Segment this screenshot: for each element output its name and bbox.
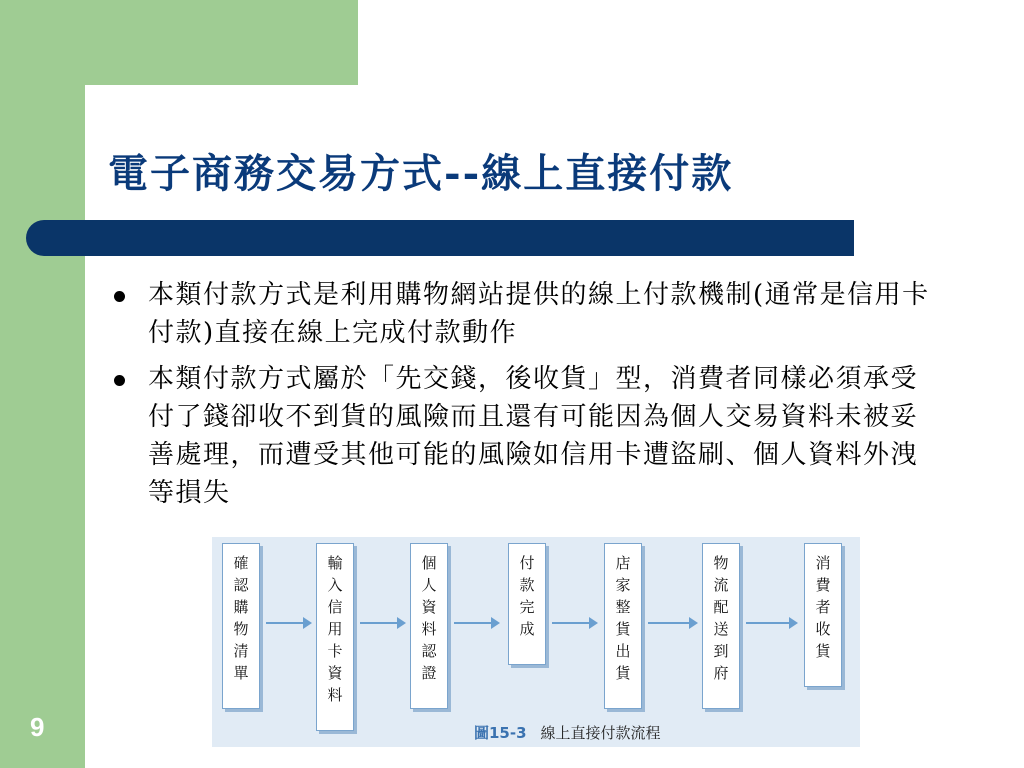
slide-page-number: 9	[30, 712, 45, 742]
step-char: 單	[233, 664, 249, 682]
step-char: 料	[327, 686, 343, 704]
step-char: 付	[519, 554, 535, 572]
step-char: 清	[233, 642, 249, 660]
flow-step-verify-data	[410, 543, 448, 709]
step-char: 物	[713, 554, 729, 572]
step-char: 流	[713, 576, 729, 594]
flow-step-logistics-delivery	[702, 543, 740, 709]
step-char: 資	[327, 664, 343, 682]
step-char: 店	[615, 554, 631, 572]
top-decor-band	[0, 0, 358, 85]
figure-caption-text: 線上直接付款流程	[540, 724, 661, 742]
flow-step-confirm-list	[222, 543, 260, 709]
step-char: 卡	[327, 642, 343, 660]
step-char: 款	[519, 576, 535, 594]
step-char: 證	[421, 664, 437, 682]
bullet-item	[108, 276, 958, 352]
step-char: 送	[713, 620, 729, 638]
slide-title: 電子商務交易方式--線上直接付款	[108, 150, 734, 197]
step-char: 信	[327, 598, 343, 616]
flow-arrow-icon	[746, 622, 796, 624]
step-char: 完	[519, 598, 535, 616]
bullet-item	[108, 360, 958, 512]
title-underline-bar	[26, 220, 854, 256]
step-char: 資	[421, 598, 437, 616]
step-char: 整	[615, 598, 631, 616]
step-char: 購	[233, 598, 249, 616]
step-char: 家	[615, 576, 631, 594]
step-char: 收	[815, 620, 831, 638]
step-char: 出	[615, 642, 631, 660]
step-char: 人	[421, 576, 437, 594]
flow-arrow-icon	[552, 622, 596, 624]
figure-caption	[474, 722, 661, 743]
bullet-text: 本類付款方式是利用購物網站提供的線上付款機制(通常是信用卡付款)直接在線上完成付款動作	[148, 280, 930, 348]
flow-arrow-icon	[266, 622, 310, 624]
step-char: 配	[713, 598, 729, 616]
flow-arrow-icon	[454, 622, 498, 624]
step-char: 消	[815, 554, 831, 572]
flow-arrow-icon	[648, 622, 696, 624]
step-char: 認	[233, 576, 249, 594]
left-decor-band	[0, 0, 85, 768]
flow-step-customer-receive	[804, 543, 842, 687]
step-char: 入	[327, 576, 343, 594]
bullet-list	[108, 276, 958, 520]
step-char: 輸	[327, 554, 343, 572]
flow-step-enter-card	[316, 543, 354, 731]
step-char: 物	[233, 620, 249, 638]
step-char: 個	[421, 554, 437, 572]
bullet-text: 本類付款方式屬於「先交錢，後收貨」型，消費者同樣必須承受付了錢卻收不到貨的風險而且還有可能因為個人交易資料未被妥善處理，而遭受其他可能的風險如信用卡遭盜刷、個人資料外洩等損失	[148, 364, 919, 508]
figure-number: 圖15-3	[474, 724, 527, 742]
step-char: 貨	[615, 620, 631, 638]
step-char: 費	[815, 576, 831, 594]
step-char: 用	[327, 620, 343, 638]
step-char: 成	[519, 620, 535, 638]
flow-arrow-icon	[360, 622, 404, 624]
step-char: 認	[421, 642, 437, 660]
step-char: 料	[421, 620, 437, 638]
step-char: 府	[713, 664, 729, 682]
step-char: 到	[713, 642, 729, 660]
step-char: 確	[233, 554, 249, 572]
flow-step-store-ship	[604, 543, 642, 709]
bullet-dot-icon	[114, 291, 125, 302]
bullet-dot-icon	[114, 375, 125, 386]
flow-step-payment-complete	[508, 543, 546, 665]
step-char: 者	[815, 598, 831, 616]
step-char: 貨	[815, 642, 831, 660]
step-char: 貨	[615, 664, 631, 682]
